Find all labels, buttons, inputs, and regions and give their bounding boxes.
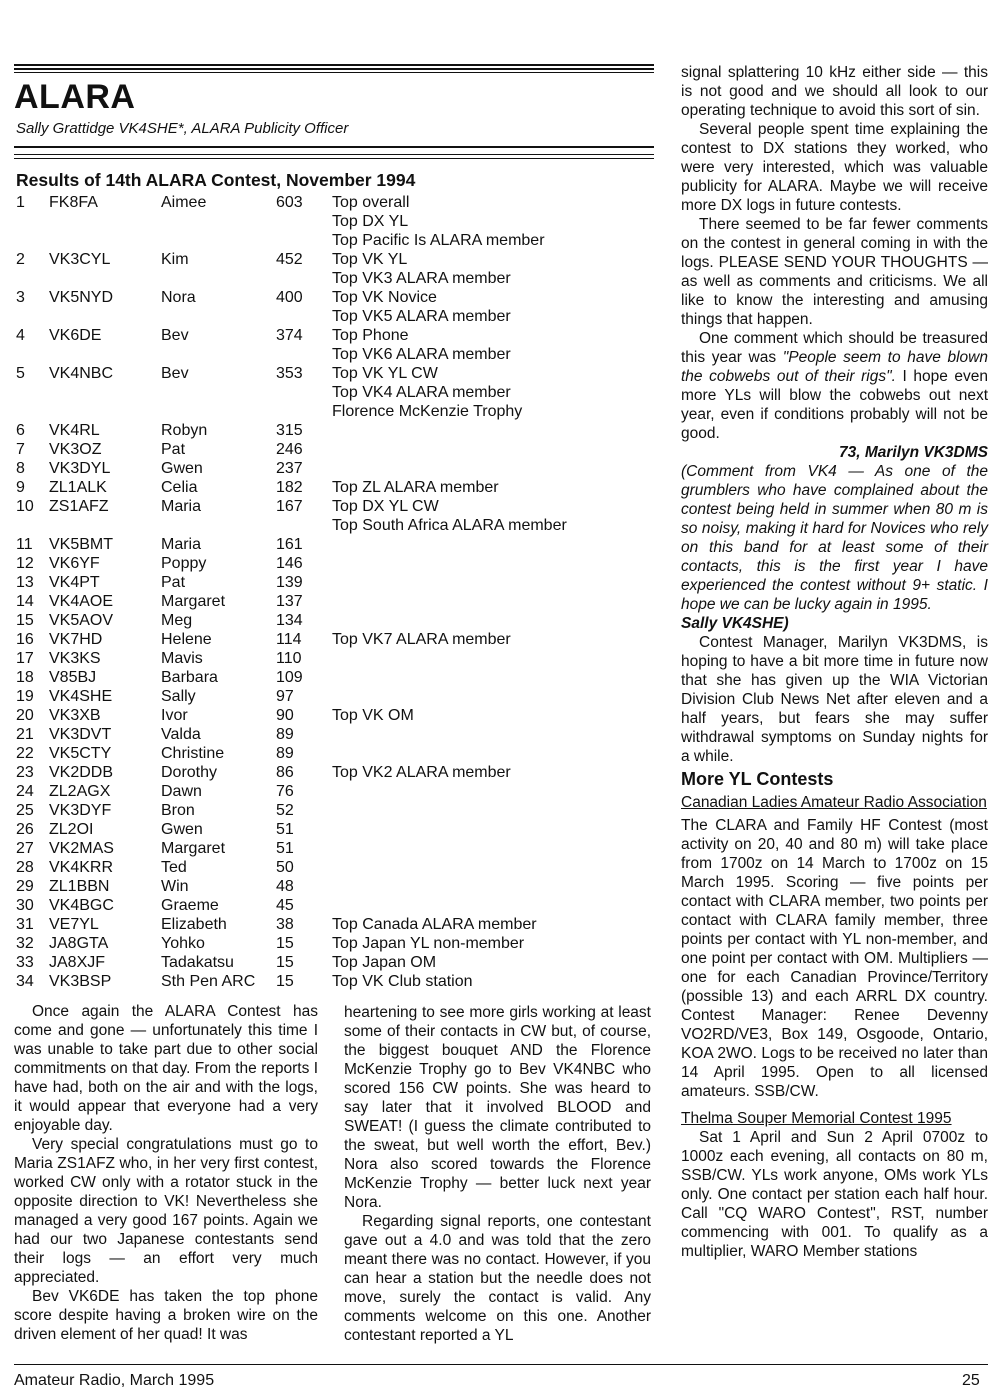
result-rank: 28 (16, 859, 34, 876)
result-row (16, 364, 656, 383)
result-award (332, 421, 656, 440)
result-award: Top VK2 ALARA member (332, 764, 511, 781)
result-callsign: VK4PT (49, 574, 100, 591)
result-rank: 18 (16, 669, 34, 686)
result-row-continued (16, 516, 656, 535)
result-award: Florence McKenzie Trophy (332, 403, 523, 420)
result-callsign: FK8FA (49, 194, 98, 211)
paragraph: There seemed to be far fewer comments on the contest in general coming in with the logs. PLEASE SEND YOUR THOUGHTS — as well as comments and criticisms. We all like to know the interesting and amusing things that happen. (681, 216, 988, 328)
result-name: Pat (161, 441, 186, 458)
result-rank: 17 (16, 650, 34, 667)
result-award (332, 611, 656, 630)
result-award: Top overall (332, 194, 410, 211)
result-rank (16, 516, 49, 535)
result-row (16, 250, 656, 269)
result-name: Aimee (161, 194, 207, 211)
result-score: 51 (276, 821, 294, 838)
result-name: Mavis (161, 650, 203, 667)
result-score: 374 (276, 327, 303, 344)
result-award: Top DX YL CW (332, 498, 439, 515)
result-callsign: VK4RL (49, 422, 100, 439)
result-award: Top VK YL CW (332, 365, 438, 382)
result-rank: 1 (16, 194, 25, 211)
paragraph: Contest Manager, Marilyn VK3DMS, is hoping to have a bit more time in future now that she has given up the WIA Victorian Division Club News Net after eleven and a half years, but fears she may suffer withdrawal symptoms on Sunday nights for a while. (681, 634, 988, 765)
result-rank (16, 383, 49, 402)
result-score: 237 (276, 460, 303, 477)
result-rank: 16 (16, 631, 34, 648)
result-callsign (49, 383, 161, 402)
result-row (16, 820, 656, 839)
result-name: Nora (161, 289, 196, 306)
result-row (16, 915, 656, 934)
result-award (332, 535, 656, 554)
result-name: Kim (161, 251, 189, 268)
result-score (276, 212, 332, 231)
result-score: 110 (276, 650, 302, 667)
result-callsign: VK3BSP (49, 973, 112, 990)
result-name: Yohko (161, 935, 205, 952)
result-name: Margaret (161, 840, 226, 857)
result-name: Ivor (161, 707, 188, 724)
signature: 73, Marilyn VK3DMS (838, 444, 988, 461)
result-name: Sally (161, 688, 196, 705)
result-name (161, 402, 276, 421)
result-name: Maria (161, 536, 202, 553)
result-callsign: VK5AOV (49, 612, 114, 629)
paragraph: Several people spent time explaining the contest to DX stations they worked, who were very interested, which was valuable publicity for ALARA. Maybe we will receive more DX logs in future contests. (681, 121, 988, 214)
result-callsign: VK7HD (49, 631, 103, 648)
result-score: 452 (276, 251, 303, 268)
result-callsign: VK3KS (49, 650, 101, 667)
header-double-rule-bottom (14, 146, 654, 155)
result-rank: 22 (16, 745, 34, 762)
result-award: Top VK3 ALARA member (332, 270, 511, 287)
result-row-continued (16, 345, 656, 364)
result-callsign: VK3CYL (49, 251, 111, 268)
result-award (332, 554, 656, 573)
result-callsign: VK5BMT (49, 536, 114, 553)
result-award: Top Japan YL non-member (332, 935, 525, 952)
result-callsign: ZL1ALK (49, 479, 107, 496)
result-row (16, 801, 656, 820)
result-callsign (49, 231, 161, 250)
result-rank (16, 402, 49, 421)
result-name: Gwen (161, 821, 203, 838)
result-rank: 32 (16, 935, 34, 952)
result-score: 146 (276, 555, 303, 572)
subsection-heading: Thelma Souper Memorial Contest 1995 (681, 1110, 952, 1127)
result-callsign: ZL2OI (49, 821, 94, 838)
result-award: Top VK4 ALARA member (332, 384, 511, 401)
result-row (16, 440, 656, 459)
result-score: 15 (276, 973, 294, 990)
result-rank: 34 (16, 973, 34, 990)
result-row-continued (16, 212, 656, 231)
result-rank: 29 (16, 878, 34, 895)
byline: Sally Grattidge VK4SHE*, ALARA Publicity Officer (16, 120, 349, 137)
result-score (276, 307, 332, 326)
result-score (276, 269, 332, 288)
result-row-continued (16, 383, 656, 402)
result-name: Christine (161, 745, 225, 762)
result-rank: 27 (16, 840, 34, 857)
result-score: 89 (276, 745, 294, 762)
result-rank: 30 (16, 897, 34, 914)
result-award: Top VK7 ALARA member (332, 631, 511, 648)
result-name: Sth Pen ARC (161, 973, 256, 990)
result-row (16, 782, 656, 801)
result-name: Graeme (161, 897, 219, 914)
results-table (16, 193, 656, 991)
result-name (161, 212, 276, 231)
result-award: Top South Africa ALARA member (332, 517, 567, 534)
result-row (16, 611, 656, 630)
editor-comment: (Comment from VK4 — As one of the grumblers who have complained about the contest being held in summer when 80 m is so noisy, making it hard for Novices who rely on this band for at least some of their contacts, this is the first year I have experienced the contest without 9+ static. I hope we can be lucky again in 1995. (681, 463, 988, 613)
result-name (161, 269, 276, 288)
result-award (332, 877, 656, 896)
paragraph: Very special congratulations must go to Maria ZS1AFZ who, in her very first contest, worked CW only with a rotator stuck in the opposite direction to VK! Nevertheless she managed a very good 167 points. Again we had our two Japanese contestants send their logs — an effort very much appreciated. (14, 1136, 318, 1286)
text: One comment which should be treasured this year was (681, 330, 988, 366)
article-column-2 (344, 1003, 651, 1345)
result-row (16, 896, 656, 915)
result-award (332, 801, 656, 820)
result-score: 161 (276, 536, 303, 553)
result-award: Top VK6 ALARA member (332, 346, 511, 363)
result-callsign: VK2MAS (49, 840, 114, 857)
section-heading: More YL Contests (681, 769, 834, 789)
result-row (16, 725, 656, 744)
result-award (332, 858, 656, 877)
result-rank: 19 (16, 688, 34, 705)
result-rank: 7 (16, 441, 25, 458)
result-score: 38 (276, 916, 294, 933)
result-score: 76 (276, 783, 294, 800)
paragraph: signal splattering 10 kHz either side — this is not good and we should all look to our operating technique to avoid this sort of sin. (681, 64, 988, 119)
result-row (16, 972, 656, 991)
result-rank (16, 345, 49, 364)
result-name: Poppy (161, 555, 207, 572)
result-rank: 20 (16, 707, 34, 724)
result-rank: 12 (16, 555, 34, 572)
result-name (161, 307, 276, 326)
result-rank: 14 (16, 593, 34, 610)
result-callsign: VK5NYD (49, 289, 114, 306)
header-double-rule-top (14, 68, 654, 73)
result-score: 182 (276, 479, 303, 496)
result-name: Pat (161, 574, 186, 591)
result-award (332, 459, 656, 478)
quote: "People seem to have blown the cobwebs out of their rigs". (681, 349, 988, 385)
article-column-3 (681, 63, 988, 1261)
result-row (16, 668, 656, 687)
result-callsign: VK4AOE (49, 593, 114, 610)
result-name: Bev (161, 365, 189, 382)
result-name: Celia (161, 479, 198, 496)
result-award (332, 782, 656, 801)
result-award: Top VK YL (332, 251, 408, 268)
result-name: Margaret (161, 593, 226, 610)
result-row (16, 421, 656, 440)
result-award (332, 744, 656, 763)
result-score: 86 (276, 764, 294, 781)
result-name: Dorothy (161, 764, 218, 781)
result-callsign: VK5CTY (49, 745, 112, 762)
result-rank: 6 (16, 422, 25, 439)
result-name: Robyn (161, 422, 208, 439)
result-row (16, 649, 656, 668)
paragraph: Bev VK6DE has taken the top phone score despite having a broken wire on the driven element of her quad! It was (14, 1288, 318, 1343)
result-rank: 15 (16, 612, 34, 629)
result-score: 315 (276, 422, 303, 439)
paragraph: Once again the ALARA Contest has come and gone — unfortunately this time I was unable to take part due to other social commitments on that day. From the reports I have had, both on the air and with the logs, it would appear that everyone had a very enjoyable day. (14, 1003, 318, 1134)
result-score: 603 (276, 194, 303, 211)
result-name: Tadakatsu (161, 954, 234, 971)
result-row (16, 459, 656, 478)
result-name: Bev (161, 327, 189, 344)
result-row (16, 554, 656, 573)
result-score: 15 (276, 954, 294, 971)
article-column-1 (14, 1002, 318, 1344)
result-name: Win (161, 878, 189, 895)
result-score: 45 (276, 897, 294, 914)
result-rank: 24 (16, 783, 34, 800)
result-row (16, 934, 656, 953)
result-award: Top Phone (332, 327, 409, 344)
result-callsign (49, 307, 161, 326)
result-rank: 2 (16, 251, 25, 268)
result-award (332, 440, 656, 459)
result-score: 48 (276, 878, 294, 895)
result-rank: 9 (16, 479, 25, 496)
result-name: Bron (161, 802, 195, 819)
result-award (332, 592, 656, 611)
result-callsign: VK4BGC (49, 897, 114, 914)
result-rank: 25 (16, 802, 34, 819)
result-row (16, 478, 656, 497)
result-row (16, 687, 656, 706)
result-row (16, 573, 656, 592)
result-rank (16, 269, 49, 288)
result-score: 246 (276, 441, 303, 458)
result-award (332, 820, 656, 839)
result-name: Valda (161, 726, 201, 743)
result-rank (16, 231, 49, 250)
result-award: Top VK5 ALARA member (332, 308, 511, 325)
result-score: 89 (276, 726, 294, 743)
result-row (16, 953, 656, 972)
result-score (276, 516, 332, 535)
result-row (16, 706, 656, 725)
result-rank (16, 307, 49, 326)
result-award: Top Pacific Is ALARA member (332, 232, 545, 249)
result-name: Gwen (161, 460, 203, 477)
result-name (161, 383, 276, 402)
result-callsign (49, 345, 161, 364)
result-callsign: VK3OZ (49, 441, 102, 458)
result-row (16, 326, 656, 345)
footer-rule (14, 1364, 988, 1365)
result-rank: 10 (16, 498, 34, 515)
page-title: ALARA (14, 78, 136, 116)
result-row-continued (16, 402, 656, 421)
result-award: Top VK Club station (332, 973, 473, 990)
result-award (332, 839, 656, 858)
result-row (16, 744, 656, 763)
result-row (16, 288, 656, 307)
result-callsign: VK6YF (49, 555, 100, 572)
result-name: Meg (161, 612, 193, 629)
result-name: Dawn (161, 783, 202, 800)
result-callsign: VK4NBC (49, 365, 114, 382)
result-callsign (49, 402, 161, 421)
result-callsign: JA8GTA (49, 935, 109, 952)
result-rank: 13 (16, 574, 34, 591)
paragraph: heartening to see more girls working at least some of their contacts in CW but, of course, the biggest bouquet AND the Florence McKenzie Trophy go to Bev VK4NBC who scored 156 CW points. She was heard to say later that it involved BLOOD and SWEAT! (I guess the climate contributed to the sweat, but well worth the effort, Bev.) Nora also scored towards the Florence McKenzie Trophy — better luck next year Nora. (344, 1004, 651, 1211)
result-name: Maria (161, 498, 202, 515)
result-award: Top ZL ALARA member (332, 479, 499, 496)
result-rank: 5 (16, 365, 25, 382)
page-number: 25 (962, 1372, 980, 1389)
result-award: Top VK Novice (332, 289, 437, 306)
result-row (16, 839, 656, 858)
result-award (332, 668, 656, 687)
result-score: 134 (276, 612, 303, 629)
result-score: 167 (276, 498, 303, 515)
result-score: 400 (276, 289, 303, 306)
result-score: 137 (276, 593, 303, 610)
result-score (276, 383, 332, 402)
result-callsign: VK3DVT (49, 726, 112, 743)
result-score: 15 (276, 935, 294, 952)
results-heading: Results of 14th ALARA Contest, November 1994 (16, 170, 416, 190)
result-callsign: VE7YL (49, 916, 99, 933)
result-row (16, 858, 656, 877)
result-row (16, 630, 656, 649)
result-rank: 21 (16, 726, 34, 743)
result-callsign (49, 269, 161, 288)
result-score (276, 402, 332, 421)
footer-publication: Amateur Radio, March 1995 (14, 1372, 215, 1389)
result-name: Ted (161, 859, 187, 876)
comment-signature: Sally VK4SHE) (681, 615, 789, 632)
result-award (332, 725, 656, 744)
result-row (16, 877, 656, 896)
result-rank: 4 (16, 327, 25, 344)
paragraph: Regarding signal reports, one contestant gave out a 4.0 and was told that the zero meant there was no contact. However, if you can hear a station but the needle does not move, surely the contact is valid. Any comments welcome on this one. Another contestant reported a YL (344, 1213, 651, 1344)
result-row (16, 592, 656, 611)
result-callsign: VK6DE (49, 327, 102, 344)
result-rank: 26 (16, 821, 34, 838)
result-callsign: ZS1AFZ (49, 498, 109, 515)
result-name (161, 345, 276, 364)
result-name: Elizabeth (161, 916, 227, 933)
result-score: 50 (276, 859, 294, 876)
result-callsign (49, 212, 161, 231)
result-name: Barbara (161, 669, 218, 686)
result-score: 114 (276, 631, 302, 648)
result-callsign: ZL2AGX (49, 783, 111, 800)
result-rank: 3 (16, 289, 25, 306)
top-rule (14, 64, 654, 66)
result-callsign: JA8XJF (49, 954, 106, 971)
result-score: 139 (276, 574, 303, 591)
result-award (332, 896, 656, 915)
result-rank: 23 (16, 764, 34, 781)
result-row (16, 193, 656, 212)
result-award: Top DX YL (332, 213, 409, 230)
header-thin-rule (14, 158, 654, 159)
result-award: Top Canada ALARA member (332, 916, 537, 933)
result-callsign: VK4SHE (49, 688, 113, 705)
result-rank: 33 (16, 954, 34, 971)
result-callsign: VK3XB (49, 707, 101, 724)
text: I hope even more YLs will blow the cobwebs out next year, even if conditions probably will not be good. (681, 368, 988, 442)
result-score: 52 (276, 802, 294, 819)
result-rank: 31 (16, 916, 34, 933)
result-score: 109 (276, 669, 303, 686)
result-score (276, 345, 332, 364)
result-name (161, 516, 276, 535)
paragraph (681, 329, 988, 443)
paragraph: Sat 1 April and Sun 2 April 0700z to 1000z each evening, all contacts on 80 m, SSB/CW. YLs work anyone, OMs work YLs only. One contact per station each half hour. Call "CQ WARO Contest", RST, number commencing with 001. To qualify as a multiplier, WARO Member stations (681, 1129, 988, 1260)
result-callsign: VK4KRR (49, 859, 114, 876)
result-callsign: ZL1BBN (49, 878, 110, 895)
result-rank: 11 (16, 536, 33, 553)
result-row-continued (16, 307, 656, 326)
result-award: Top VK OM (332, 707, 414, 724)
result-name (161, 231, 276, 250)
result-row (16, 497, 656, 516)
result-row (16, 535, 656, 554)
result-callsign: VK3DYL (49, 460, 111, 477)
result-callsign: V85BJ (49, 669, 97, 686)
result-callsign (49, 516, 161, 535)
result-name: Helene (161, 631, 212, 648)
result-score (276, 231, 332, 250)
result-score: 353 (276, 365, 303, 382)
subsection-heading: Canadian Ladies Amateur Radio Association (681, 794, 987, 811)
result-award (332, 687, 656, 706)
result-row-continued (16, 231, 656, 250)
paragraph: The CLARA and Family HF Contest (most activity on 20, 40 and 80 m) will take place from 1700z on 14 March to 1700z on 15 March 1995. Scoring — five points per contact with CLARA member, two points per contact with CLARA family member, three points per contact with YL non-member, and one point per contact with OM. Multipliers — one for each Canadian Province/Territory (possible 13) and each ARRL DX country. Contest Manager: Renee Devenny VO2RD/VE3, Box 149, Osgoode, Ontario, KOA 2WO. Logs to be received no later than 14 April 1995. Open to all licensed amateurs. SSB/CW. (681, 817, 988, 1100)
result-score: 51 (276, 840, 294, 857)
result-rank (16, 212, 49, 231)
result-score: 90 (276, 707, 294, 724)
result-award (332, 649, 656, 668)
result-score: 97 (276, 688, 294, 705)
result-callsign: VK3DYF (49, 802, 112, 819)
result-row (16, 763, 656, 782)
result-row-continued (16, 269, 656, 288)
result-award: Top Japan OM (332, 954, 437, 971)
result-callsign: VK2DDB (49, 764, 114, 781)
result-rank: 8 (16, 460, 25, 477)
result-award (332, 573, 656, 592)
